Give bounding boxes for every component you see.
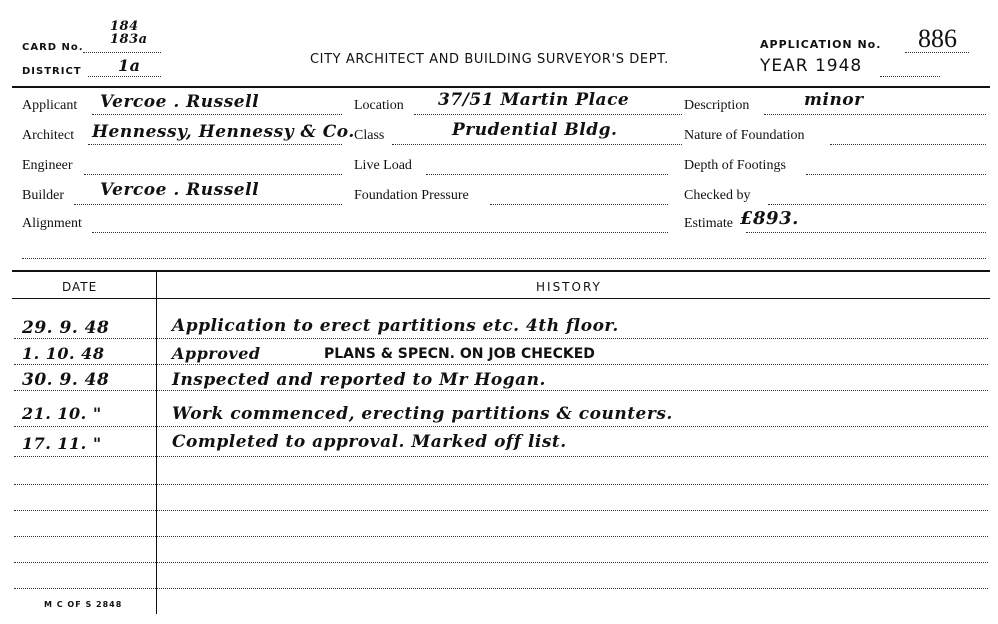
- class-value: Prudential Bldg.: [452, 120, 618, 140]
- applicant-value: Vercoe . Russell: [100, 92, 260, 112]
- application-no-value: 886: [918, 24, 957, 53]
- estimate-value: £893.: [740, 208, 799, 229]
- plans-checked-stamp: PLANS & SPECN. ON JOB CHECKED: [324, 346, 595, 362]
- alignment-label: Alignment: [22, 216, 82, 231]
- nature-of-foundation-label: Nature of Foundation: [684, 128, 805, 143]
- card-no-value: 184 183a: [110, 19, 148, 47]
- builder-label: Builder: [22, 188, 64, 203]
- class-label: Class: [354, 128, 385, 143]
- entry-date: 1. 10. 48: [22, 344, 105, 363]
- district-value: 1a: [118, 56, 141, 75]
- location-value: 37/51 Martin Place: [438, 90, 630, 110]
- date-column-header: DATE: [62, 280, 98, 294]
- year-label: YEAR 1948: [760, 56, 863, 76]
- header-divider: [12, 86, 990, 88]
- entry-text: Completed to approval. Marked off list.: [172, 432, 567, 452]
- entry-date: 29. 9. 48: [22, 318, 110, 338]
- entry-text: Application to erect partitions etc. 4th floor.: [172, 316, 619, 336]
- builder-value: Vercoe . Russell: [100, 180, 260, 200]
- entry-date: 17. 11. ": [22, 434, 102, 453]
- architect-value: Hennessy, Hennessy & Co.: [92, 122, 355, 142]
- entry-date: 21. 10. ": [22, 404, 102, 423]
- card-no-label: CARD No.: [22, 42, 84, 53]
- entry-text: Inspected and reported to Mr Hogan.: [172, 370, 546, 390]
- estimate-label: Estimate: [684, 216, 733, 231]
- entry-date: 30. 9. 48: [22, 370, 110, 390]
- entry-text: Approved: [172, 344, 261, 363]
- architect-label: Architect: [22, 128, 75, 143]
- description-value: minor: [804, 90, 864, 110]
- entry-text: Work commenced, erecting partitions & counters.: [172, 404, 673, 424]
- checked-by-label: Checked by: [684, 188, 751, 203]
- department-title: CITY ARCHITECT AND BUILDING SURVEYOR'S DEPT.: [310, 52, 669, 67]
- history-header-divider: [12, 298, 990, 299]
- foundation-pressure-label: Foundation Pressure: [354, 188, 469, 203]
- location-label: Location: [354, 98, 404, 113]
- engineer-label: Engineer: [22, 158, 73, 173]
- description-label: Description: [684, 98, 750, 113]
- applicant-label: Applicant: [22, 98, 78, 113]
- live-load-label: Live Load: [354, 158, 412, 173]
- depth-of-footings-label: Depth of Footings: [684, 158, 786, 173]
- form-code: M C OF S 2848: [44, 600, 123, 609]
- application-no-label: APPLICATION No.: [760, 38, 882, 51]
- history-column-header: HISTORY: [536, 280, 602, 294]
- district-label: DISTRICT: [22, 66, 82, 77]
- history-top-border: [12, 270, 990, 272]
